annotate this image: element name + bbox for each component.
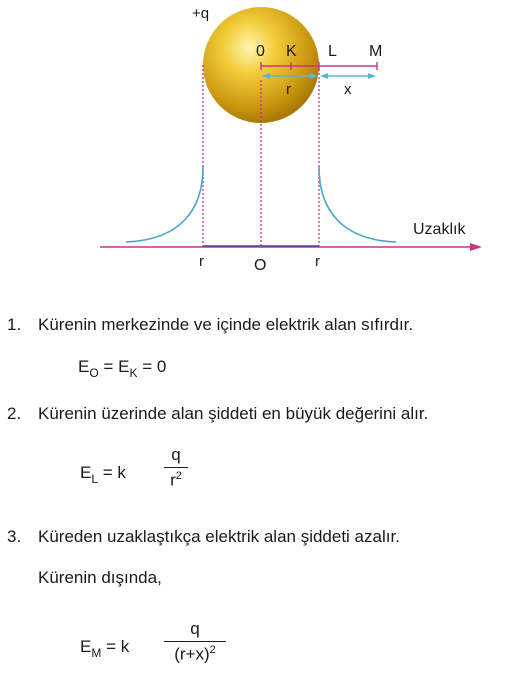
formula2-denominator (164, 470, 188, 491)
formula1-sub-K: K (129, 366, 138, 380)
formula3-exponent: 2 (209, 644, 216, 657)
point-label-K: K (286, 43, 297, 60)
point-label-L: L (328, 43, 337, 60)
formula3-eq: = k (106, 637, 130, 656)
formula2-E: E (80, 463, 92, 482)
formula1-E2: E (118, 357, 130, 376)
x-label: x (344, 81, 352, 98)
axis-label: Uzaklık (413, 221, 466, 238)
formula1-eq1: = (103, 357, 114, 376)
point-label-M: M (369, 43, 383, 60)
formula3-denominator (164, 644, 226, 665)
bottom-label-r-right: r (315, 253, 320, 270)
x-arrowhead-right (368, 73, 376, 79)
formula1-rhs: 0 (156, 357, 167, 376)
point-label-O: 0 (256, 43, 265, 60)
item-text-1: Kürenin merkezinde ve içinde elektrik alan sıfırdır. (38, 315, 414, 334)
item-number-1: 1. (7, 315, 22, 334)
formula1-E: E (78, 357, 90, 376)
formula2-exponent: 2 (175, 470, 182, 483)
bottom-label-r-left: r (199, 253, 204, 270)
formula3-numerator: q (190, 619, 200, 638)
electric-field-sphere-diagram (0, 0, 531, 290)
formula2-numerator: q (171, 445, 181, 464)
formula-outside-field (80, 637, 130, 660)
formula3-fraction (164, 619, 226, 665)
formula2-sub-L: L (91, 472, 99, 486)
item-number-2: 2. (7, 404, 22, 423)
formula3-fraction-bar (164, 641, 226, 642)
formula1-eq2: = (142, 357, 153, 376)
x-arrowhead-left (320, 73, 328, 79)
formula2-fraction (164, 445, 188, 491)
field-curve-left (126, 167, 203, 242)
formula2-den-r: r (170, 470, 176, 490)
formula2-eq: = k (102, 463, 126, 482)
formula-center-field (78, 357, 167, 380)
formula3-sub-M: M (91, 646, 102, 660)
formula3-E: E (80, 637, 92, 656)
formula2-fraction-bar (164, 467, 188, 468)
r-label: r (286, 81, 291, 98)
formula3-den: (r+x) (174, 644, 210, 664)
item-text-3: Küreden uzaklaştıkça elektrik alan şiddeti azalır. (38, 527, 400, 546)
item-text-2: Kürenin üzerinde alan şiddeti en büyük değerini alır. (38, 404, 429, 423)
item-number-3: 3. (7, 527, 22, 546)
charge-label: +q (192, 5, 210, 22)
formula1-sub-O: O (89, 366, 99, 380)
field-curve-right (319, 167, 396, 242)
formula-surface-field (80, 463, 126, 486)
bottom-label-O: O (254, 257, 267, 274)
outside-text: Kürenin dışında, (38, 568, 162, 587)
axis-arrowhead (470, 243, 482, 251)
